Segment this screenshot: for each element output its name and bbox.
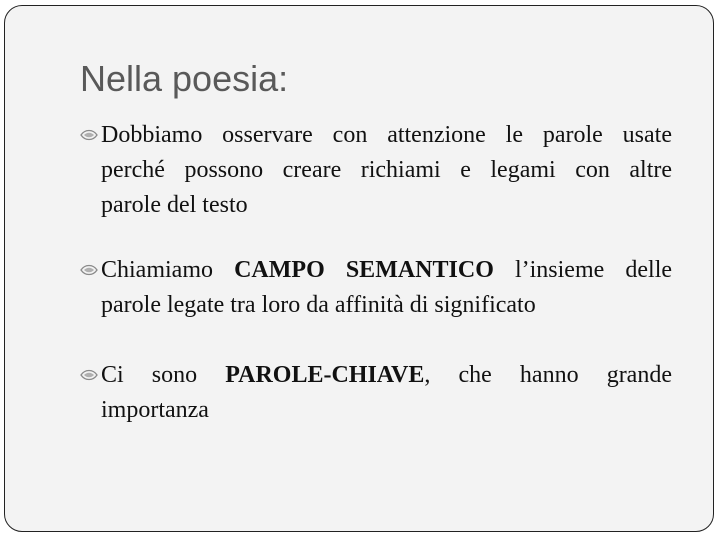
bullet-emphasis: CAMPO SEMANTICO bbox=[234, 257, 494, 283]
bullet-item bbox=[80, 253, 672, 323]
bullet-item bbox=[80, 118, 672, 223]
bullet-line: parole del testo bbox=[101, 192, 248, 218]
bullet-line bbox=[80, 253, 672, 288]
slide-title: Nella poesia: bbox=[80, 58, 289, 99]
bullet-line: importanza bbox=[101, 397, 209, 423]
bullet-marker-icon bbox=[80, 128, 101, 142]
bullet-marker-icon bbox=[80, 368, 101, 382]
bullet-text: Chiamiamo bbox=[101, 257, 235, 283]
bullet-text: Ci sono bbox=[101, 362, 226, 388]
bullet-line bbox=[80, 358, 672, 393]
bullet-emphasis: PAROLE-CHIAVE bbox=[225, 362, 425, 388]
bullet-marker-icon bbox=[80, 263, 101, 277]
bullet-line: parole legate tra loro da affinità di significato bbox=[101, 292, 536, 318]
bullet-text: , che hanno grande bbox=[424, 362, 672, 388]
bullet-line bbox=[80, 118, 672, 153]
bullet-text: l’insieme delle bbox=[514, 257, 673, 283]
bullet-item bbox=[80, 358, 672, 428]
bullet-text: Dobbiamo osservare con attenzione le parole usate bbox=[101, 122, 672, 148]
bullet-line: perché possono creare richiami e legami con altre bbox=[101, 157, 672, 183]
